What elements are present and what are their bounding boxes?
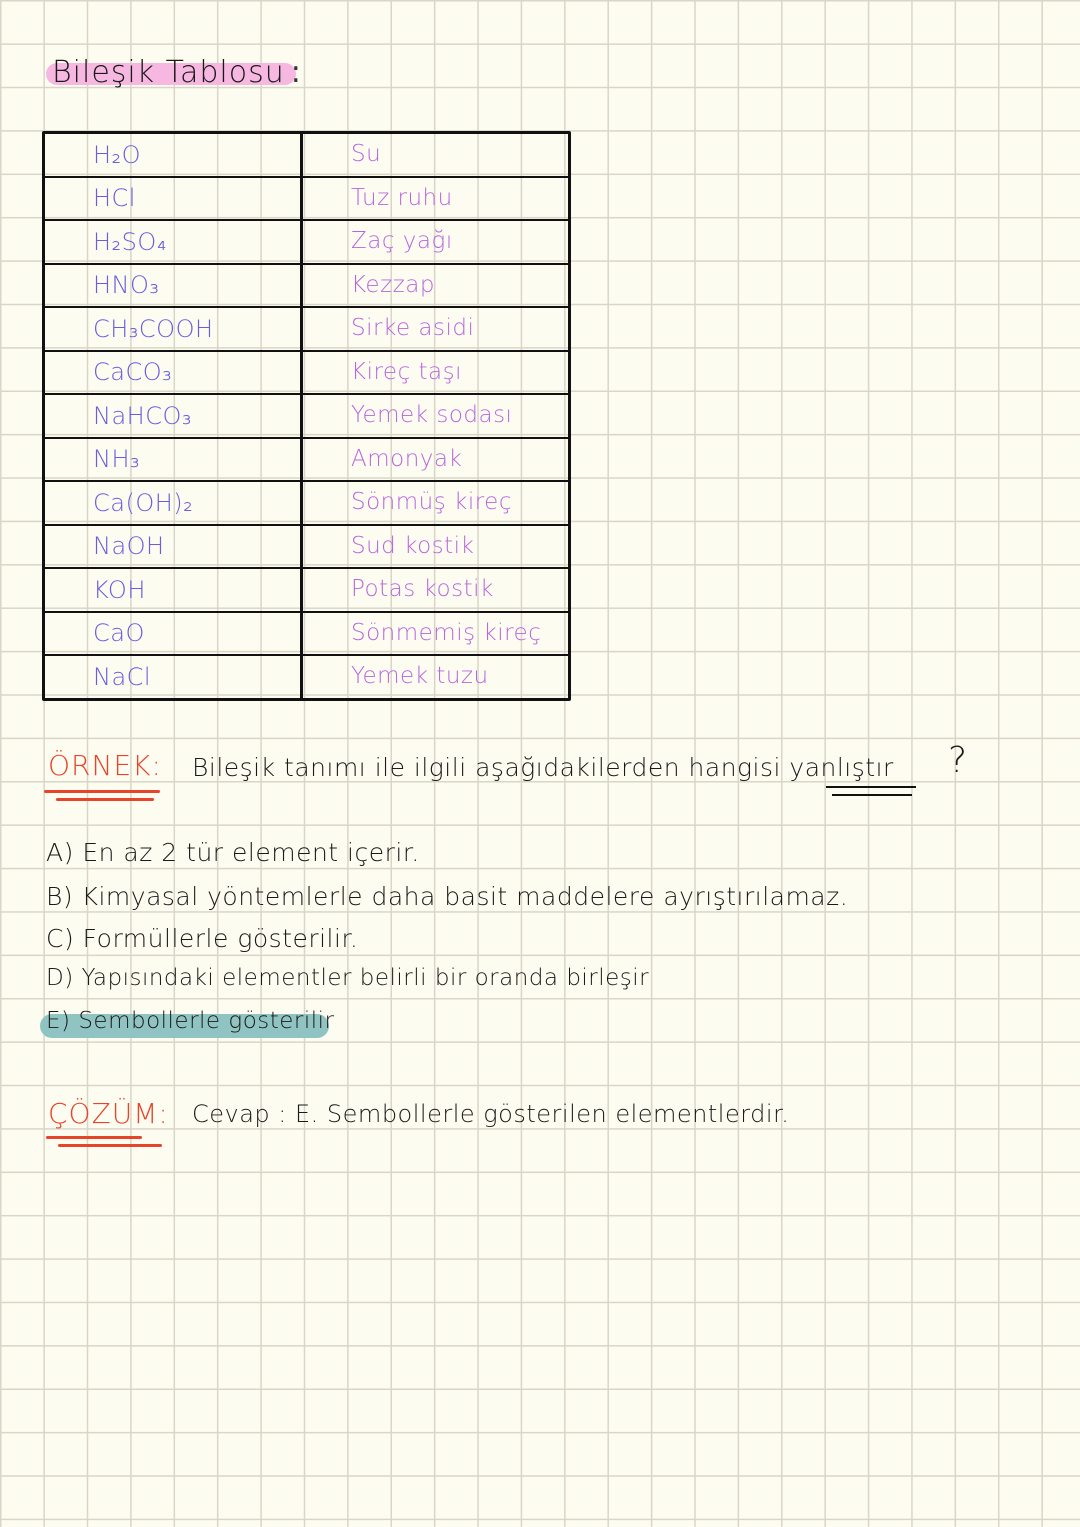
- name-cell: Potas kostik: [351, 576, 494, 603]
- solution-label: ÇÖZÜM:: [48, 1097, 169, 1130]
- table-row: [45, 308, 568, 352]
- solution-label-underline: [46, 1136, 142, 1139]
- option-text: Yapısındaki elementler belirli bir oranda birleşir: [81, 965, 650, 991]
- option-text: Formüllerle gösterilir.: [82, 924, 359, 953]
- table-row: [45, 656, 568, 698]
- table-row: [45, 569, 568, 613]
- name-cell: Yemek tuzu: [351, 663, 489, 690]
- formula-cell: HNO₃: [45, 265, 303, 307]
- question-mark: ?: [948, 740, 968, 781]
- question-label-underline: [44, 790, 160, 793]
- formula-cell: NaCl: [45, 656, 303, 698]
- formula-cell: KOH: [45, 569, 303, 611]
- question-emphasis-underline: [826, 786, 916, 788]
- formula-cell: CH₃COOH: [45, 308, 303, 350]
- name-cell: Sönmüş kireç: [351, 489, 512, 516]
- name-cell: Su: [351, 141, 382, 168]
- formula-cell: CaO: [45, 613, 303, 655]
- name-cell: Amonyak: [351, 445, 463, 472]
- option-c: [46, 924, 358, 953]
- table-row: [45, 482, 568, 526]
- name-cell: Sönmemiş kireç: [351, 619, 542, 646]
- formula-cell: CaCO₃: [45, 352, 303, 394]
- name-cell: Zaç yağı: [351, 228, 453, 255]
- table-row: [45, 526, 568, 570]
- option-text: Kimyasal yöntemlerle daha basit maddelere ayrıştırılamaz.: [81, 882, 849, 911]
- name-cell: Yemek sodası: [351, 402, 513, 429]
- option-text: En az 2 tür element içerir.: [82, 838, 420, 867]
- name-cell: Sirke asidi: [351, 315, 475, 342]
- formula-cell: NH₃: [45, 439, 303, 481]
- question-emphasis-underline: [832, 794, 912, 796]
- name-cell: Kireç taşı: [351, 358, 463, 385]
- formula-cell: NaHCO₃: [45, 395, 303, 437]
- page-title: [46, 55, 302, 91]
- option-letter: B): [46, 882, 74, 911]
- table-row: [45, 395, 568, 439]
- question-text: Bileşik tanımı ile ilgili aşağıdakilerden hangisi yanlıştır: [192, 753, 894, 782]
- solution-label-underline: [58, 1144, 162, 1147]
- name-cell: Sud kostik: [351, 532, 475, 559]
- option-b: [46, 882, 848, 911]
- option-letter: C): [46, 924, 75, 953]
- table-row: [45, 613, 568, 657]
- option-e: [46, 1008, 335, 1034]
- option-text: Sembollerle gösterilir: [78, 1008, 335, 1034]
- compound-table: [42, 131, 571, 701]
- title-colon: :: [290, 55, 302, 90]
- option-letter: D): [46, 965, 74, 991]
- title-text: Bileşik Tablosu: [52, 55, 285, 90]
- formula-cell: Ca(OH)₂: [45, 482, 303, 524]
- table-row: [45, 221, 568, 265]
- question-label: ÖRNEK:: [48, 749, 162, 782]
- option-a: [46, 838, 420, 867]
- formula-cell: H₂SO₄: [45, 221, 303, 263]
- table-row: [45, 439, 568, 483]
- formula-cell: H₂O: [45, 134, 303, 176]
- option-letter: A): [46, 838, 74, 867]
- question-label-underline: [56, 798, 154, 801]
- formula-cell: HCl: [45, 178, 303, 220]
- name-cell: Tuz ruhu: [351, 184, 453, 211]
- table-row: [45, 134, 568, 178]
- option-d: [46, 965, 649, 991]
- name-cell: Kezzap: [351, 271, 435, 298]
- table-row: [45, 178, 568, 222]
- solution-text: Cevap : E. Sembollerle gösterilen elementlerdir.: [192, 1100, 790, 1128]
- table-row: [45, 265, 568, 309]
- table-row: [45, 352, 568, 396]
- option-letter: E): [46, 1008, 71, 1034]
- formula-cell: NaOH: [45, 526, 303, 568]
